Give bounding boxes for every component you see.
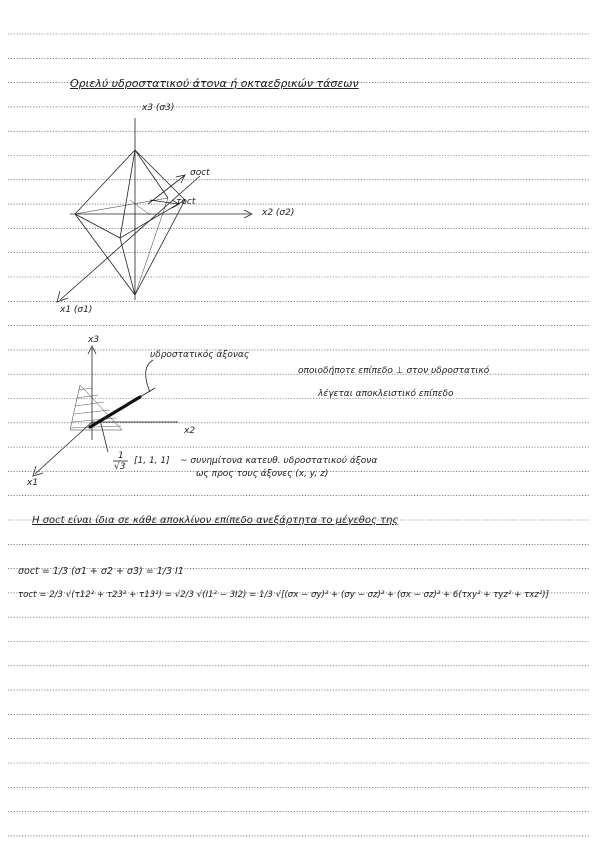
fig2-x3-label: x3	[88, 335, 100, 345]
tau-oct-formula: τoct = 2/3 √(τ12² + τ23² + τ13²) = √2/3 √(I1² − 3I2) = 1/3 √[(σx − σy)² + (σy − σz)² + (σx − σz)² + 6(τxy² + τyz² + τxz²)]	[18, 590, 549, 600]
hydrostatic-axis-label: υδροστατικός άξονας	[150, 350, 250, 360]
vector-description-line1: ~ συνημίτονα κατευθ. υδροστατικού άξονα	[180, 456, 378, 466]
vector-fraction-denominator: √3	[114, 462, 126, 472]
deviatoric-note-line2: λέγεται αποκλειστικό επίπεδο	[318, 389, 454, 399]
octahedral-statement: Η σoct είναι ίδια σε κάθε αποκλίνον επίπεδο ανεξάρτητα το μέγεθος της	[32, 515, 399, 526]
sigma-oct-label: σoct	[190, 168, 210, 178]
fig1-x2-label: x2 (σ2)	[262, 208, 295, 218]
deviatoric-note-line1: οποιοδήποτε επίπεδο ⊥ στον υδροστατικό	[298, 366, 490, 376]
hydrostatic-axis-leader	[146, 360, 153, 392]
vector-fraction-numerator: 1	[118, 451, 124, 461]
page-title: Οριελύ υδροστατικού άτονα ή οκταεδρικών τάσεων	[70, 77, 359, 90]
fig1-x3-label: x3 (σ3)	[142, 103, 175, 113]
vector-leader	[100, 420, 108, 452]
sigma-oct-formula: σoct = 1/3 (σ1 + σ2 + σ3) = 1/3 I1	[18, 566, 184, 577]
fig1-x1-label: x1 (σ1)	[60, 305, 93, 315]
fig2-x1-label: x1	[27, 478, 39, 488]
vector-components: [1, 1, 1]	[134, 456, 170, 466]
tau-oct-label: τoct	[176, 197, 196, 207]
hydrostatic-axis-extension	[140, 388, 155, 397]
vector-description-line2: ως προς τους άξονες (x, y, z)	[196, 469, 329, 479]
fig2-x2-label: x2	[184, 426, 196, 436]
